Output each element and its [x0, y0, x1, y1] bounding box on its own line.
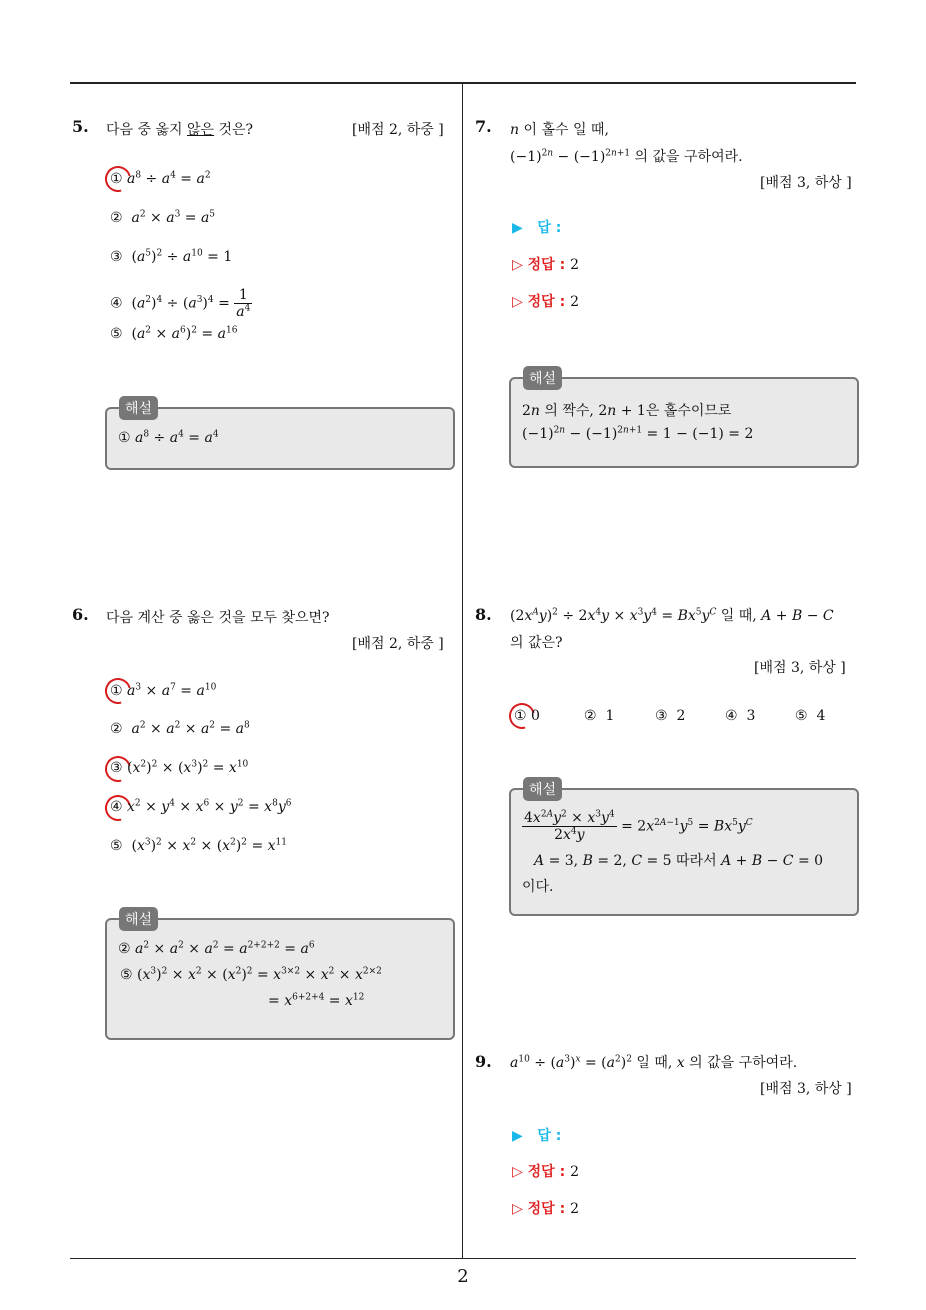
option-2[interactable]: ② 1 [584, 708, 615, 724]
option-2[interactable]: ② $a^2 \times a^2 \times a^2 = a^8$ [110, 720, 250, 737]
page-number: 2 [457, 1266, 469, 1287]
solution-line: $(-1)^{2n} - (-1)^{2n+1} = 1 - (-1) = 2$ [522, 425, 754, 442]
question-text: 다음 계산 중 옳은 것을 모두 찾으면? [106, 610, 330, 626]
question-meta: [배점 2, 하중 ] [352, 636, 444, 652]
bottom-rule [70, 1258, 856, 1259]
column-divider [462, 83, 463, 1259]
question-meta: [배점 3, 하상 ] [760, 1081, 852, 1097]
play-outline-icon: ▷ [512, 294, 523, 310]
question-number: 8. [475, 605, 492, 624]
play-icon: ▶ [512, 220, 523, 236]
solution-tag: 해설 [523, 366, 562, 390]
question-text: $(-1)^{2n} - (-1)^{2n+1}$ 의 값을 구하여라. [510, 148, 743, 165]
solution-line: A = 3, B = 2, C = 5 따라서 A + B − C = 0 [534, 853, 824, 869]
solution-line: 2n 의 짝수, 2n + 1은 홀수이므로 [522, 403, 732, 419]
solution-line: $\frac{4x^{2A}y^2 \times x^3y^4}{2x^4y}$ = $2x^{2A-1}y^5 = Bx^5y^C$ [524, 809, 753, 843]
play-outline-icon: ▷ [512, 1201, 523, 1217]
play-outline-icon: ▷ [512, 1164, 523, 1180]
solution-tag: 해설 [119, 396, 158, 420]
option-4[interactable]: ④ $(a^2)^4 \div (a^3)^4$ = $\frac{1}{a^4}$ [110, 287, 251, 320]
question-text: $a^{10} \div (a^3)^x = (a^2)^2$ 일 때, x 의 값을 구하여라. [510, 1054, 798, 1071]
option-1[interactable]: ① $a^8 \div a^4 = a^2$ [110, 170, 211, 187]
option-1[interactable]: ① 0 [514, 708, 540, 724]
option-4[interactable]: ④ 3 [725, 708, 756, 724]
solution-tag: 해설 [119, 907, 158, 931]
option-5[interactable]: ⑤ 4 [795, 708, 826, 724]
option-3[interactable]: ③ $(x^2)^2 \times (x^3)^2 = x^{10}$ [110, 759, 249, 776]
correct-answer-line: ▷ 정답 : 2 [512, 294, 579, 310]
option-3[interactable]: ③ $(a^5)^2 \div a^{10} = 1$ [110, 248, 233, 265]
option-5[interactable]: ⑤ $(a^2 \times a^6)^2 = a^{16}$ [110, 325, 238, 342]
correct-answer-line: ▷ 정답 : 2 [512, 1164, 579, 1180]
question-number: 7. [475, 117, 492, 136]
solution-line: ⑤ $(x^3)^2 \times x^2 \times (x^2)^2 = x^{3\times 2} \times x^2 \times x^{2\times 2}$ [120, 966, 382, 983]
question-text: 의 값은? [510, 635, 563, 651]
solution-line: ② $a^2 \times a^2 \times a^2 = a^{2+2+2} = a^6$ [118, 940, 315, 957]
question-number: 9. [475, 1052, 492, 1071]
solution-tag: 해설 [523, 777, 562, 801]
correct-answer-line: ▷ 정답 : 2 [512, 257, 579, 273]
play-outline-icon: ▷ [512, 257, 523, 273]
option-5[interactable]: ⑤ $(x^3)^2 \times x^2 \times (x^2)^2 = x^{11}$ [110, 837, 287, 854]
question-number: 6. [72, 605, 89, 624]
play-icon: ▶ [512, 1128, 523, 1144]
solution-line: ① $a^8 \div a^4 = a^4$ [118, 429, 219, 446]
option-2[interactable]: ② $a^2 \times a^3 = a^5$ [110, 209, 216, 226]
option-4[interactable]: ④ $x^2 \times y^4 \times x^6 \times y^2 = x^8y^6$ [110, 798, 292, 815]
question-text: n 이 홀수 일 때, [510, 122, 609, 138]
question-number: 5. [72, 117, 89, 136]
option-3[interactable]: ③ 2 [655, 708, 686, 724]
top-rule [70, 82, 856, 84]
solution-box [509, 377, 859, 468]
correct-answer-line: ▷ 정답 : 2 [512, 1201, 579, 1217]
solution-line: = $x^{6+2+4} = x^{12}$ [268, 992, 365, 1009]
question-meta: [배점 3, 하상 ] [760, 175, 852, 191]
question-meta: [배점 3, 하상 ] [754, 660, 846, 676]
question-text: $(2x^Ay)^2 \div 2x^4y \times x^3y^4 = Bx^5y^C$ 일 때, A + B − C [510, 607, 834, 624]
answer-line[interactable]: ▶ 답 : [512, 1128, 562, 1144]
question-meta: [배점 2, 하중 ] [352, 122, 444, 138]
answer-line[interactable]: ▶ 답 : [512, 220, 562, 236]
question-text: 다음 중 옳지 않은 것은? [106, 122, 254, 138]
option-1[interactable]: ① $a^3 \times a^7 = a^{10}$ [110, 682, 217, 699]
solution-line: 이다. [522, 879, 554, 895]
